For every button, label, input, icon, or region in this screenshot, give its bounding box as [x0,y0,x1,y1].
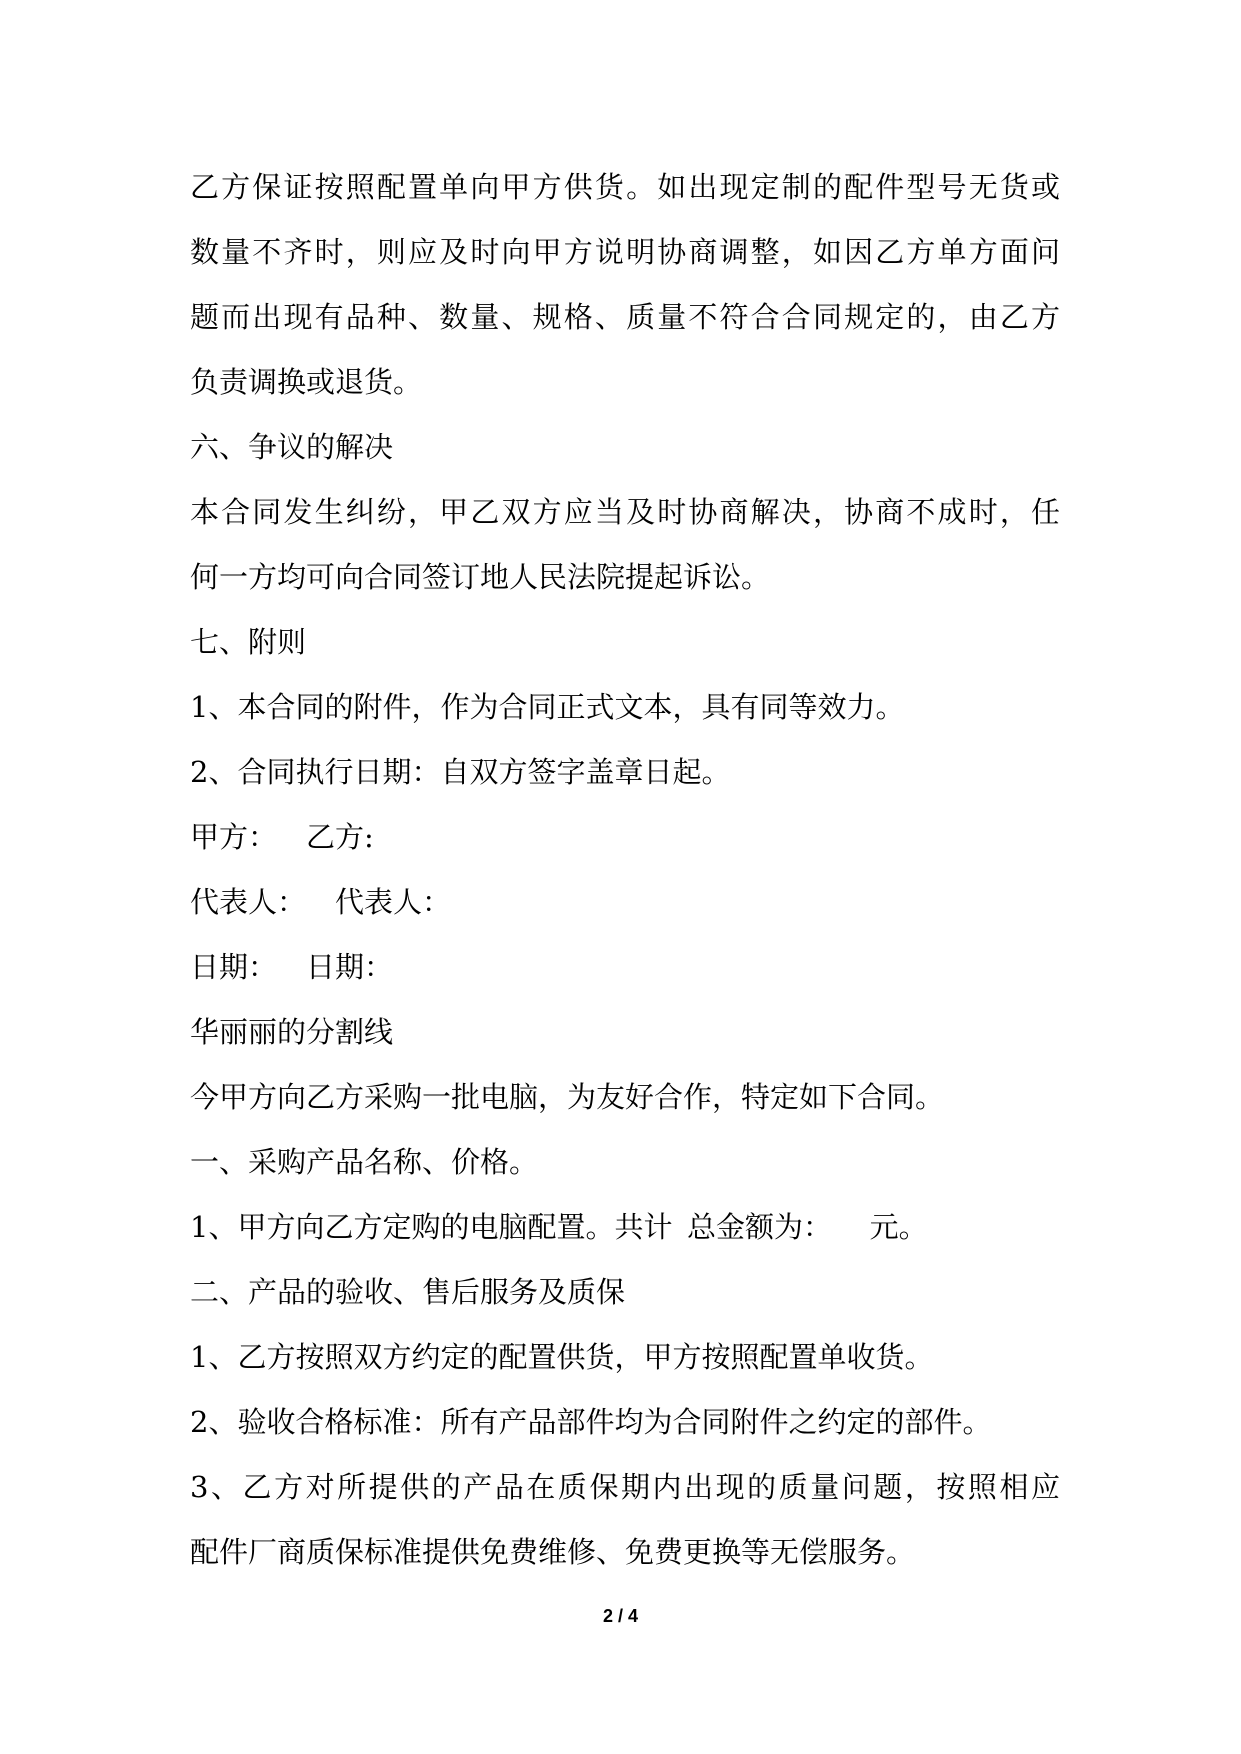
signature-date-line [190,935,1060,1000]
section-heading: 六、争议的解决 [190,430,394,464]
clause-line: 3、乙方对所提供的产品在质保期内出现的质量问题，按照相应 [190,1470,1060,1504]
divider-text: 华丽丽的分割线 [190,1015,394,1049]
date-b-label: 日期： [306,950,394,984]
section-heading: 七、附则 [190,625,307,659]
total-line-part1: 1、甲方向乙方定购的电脑配置。共计 [190,1210,673,1244]
paragraph-line: 负责调换或退货。 [190,365,423,399]
paragraph-line: 题而出现有品种、数量、规格、质量不符合合同规定的，由乙方 [190,300,1060,334]
section-heading: 一、采购产品名称、价格。 [190,1145,539,1179]
paragraph-line: 何一方均可向合同签订地人民法院提起诉讼。 [190,560,771,594]
page-number: 2 / 4 [602,1606,639,1626]
rep-b-label: 代表人： [335,885,452,919]
clause-line: 2、验收合格标准：所有产品部件均为合同附件之约定的部件。 [190,1405,992,1439]
clause-line: 1、乙方按照双方约定的配置供货，甲方按照配置单收货。 [190,1340,934,1374]
signature-representative-line [190,870,1060,935]
clause-line: 1、本合同的附件，作为合同正式文本，具有同等效力。 [190,690,905,724]
date-a-label: 日期： [190,950,278,984]
clause-line: 配件厂商质保标准提供免费维修、免费更换等无偿服务。 [190,1535,916,1569]
party-b-label: 乙方: [306,820,374,854]
clause-line: 2、合同执行日期：自双方签字盖章日起。 [190,755,731,789]
document-body [190,155,1060,1585]
total-line-part2: 总金额为： [686,1210,832,1244]
paragraph-line: 乙方保证按照配置单向甲方供货。如出现定制的配件型号无货或 [190,170,1060,204]
signature-party-line [190,805,1060,870]
total-amount-line [190,1195,1060,1260]
paragraph-line: 今甲方向乙方采购一批电脑，为友好合作，特定如下合同。 [190,1080,945,1114]
paragraph-line: 本合同发生纠纷，甲乙双方应当及时协商解决，协商不成时，任 [190,495,1060,529]
section-heading: 二、产品的验收、售后服务及质保 [190,1275,626,1309]
party-a-label: 甲方： [190,820,278,854]
paragraph-line: 数量不齐时，则应及时向甲方说明协商调整，如因乙方单方面问 [190,235,1060,269]
total-line-part3: 元。 [869,1210,928,1244]
rep-a-label: 代表人： [190,885,307,919]
